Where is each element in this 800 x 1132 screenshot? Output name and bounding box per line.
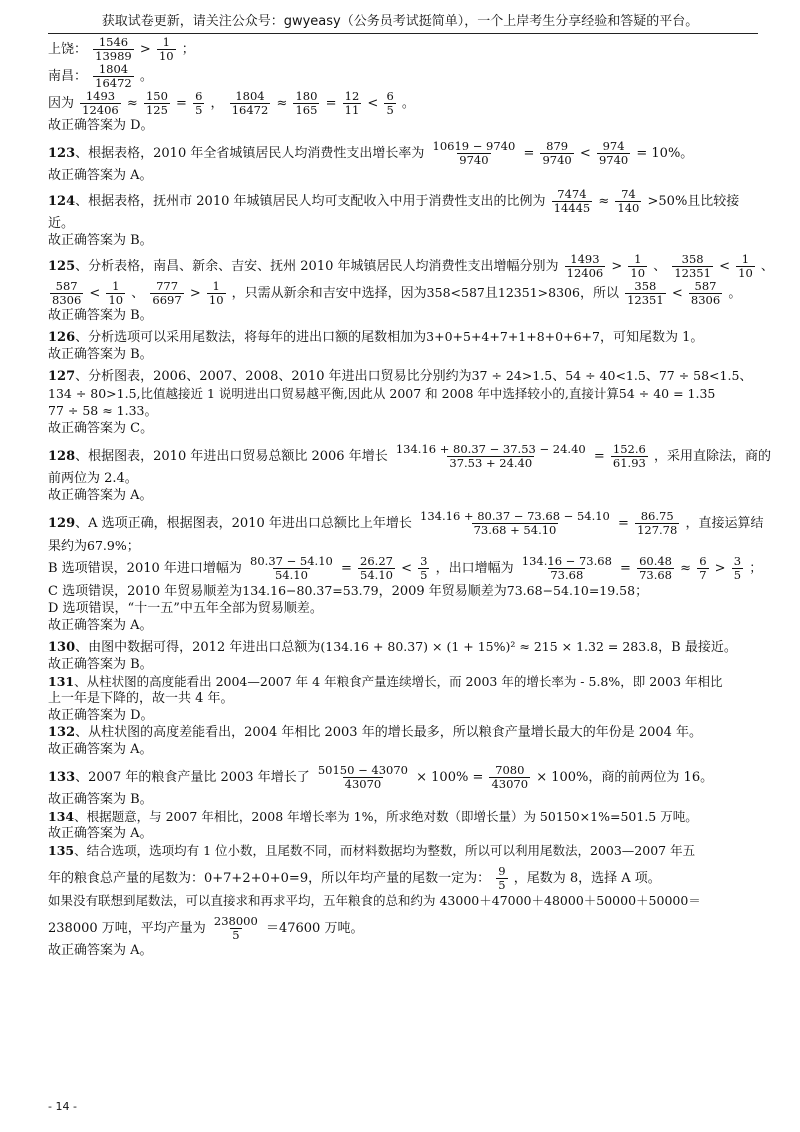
operator: = (340, 561, 352, 576)
fraction (418, 510, 612, 537)
fraction (106, 280, 125, 307)
punctuation: 、 (552, 369, 566, 384)
denominator: 73.68 (550, 568, 584, 582)
text: 因为 (48, 96, 75, 111)
fraction (625, 280, 666, 307)
punctuation: 、 (653, 259, 667, 274)
answer-line: 故正确答案为 A。 (48, 618, 153, 633)
numerator: 60.48 (639, 554, 673, 568)
numerator: 3 (733, 554, 742, 568)
denominator: 54.10 (274, 568, 308, 582)
answer-line: 故正确答案为 B。 (48, 347, 153, 362)
operator: = (620, 561, 631, 576)
question-127-line3 (48, 402, 763, 420)
fraction (552, 188, 593, 215)
fraction (157, 36, 176, 63)
fraction (597, 140, 630, 167)
option-d-line: D 选项错误，“十一五”中五年全部为贸易顺差。 (48, 601, 323, 616)
denominator: 9740 (542, 153, 572, 167)
numerator: 134.16 − 73.68 (521, 554, 612, 568)
numerator: 1 (112, 279, 120, 293)
denominator: 43070 (344, 777, 382, 791)
fraction (394, 443, 588, 470)
fraction (736, 253, 755, 280)
operator: = (618, 516, 629, 531)
numerator: 80.37 − 54.10 (250, 554, 333, 568)
denominator: 11 (344, 103, 360, 117)
fraction (93, 36, 134, 63)
fraction (150, 280, 183, 307)
denominator: 5 (498, 878, 506, 892)
answer-line: 故正确答案为 A。 (48, 826, 153, 841)
math-expression: 54 ÷ 40<1.5 (565, 368, 646, 383)
question-text: 、分析表格，南昌、新余、吉安、抚州 2010 年城镇居民人均消费性支出增幅分别为 (75, 259, 559, 274)
denominator: 12351 (674, 266, 711, 280)
fraction (496, 865, 507, 892)
question-number: 131 (48, 674, 75, 689)
fraction (637, 555, 674, 582)
question-127 (48, 367, 763, 385)
text: B 选项错误，2010 年进口增幅为 (48, 561, 242, 576)
denominator: 6697 (152, 293, 182, 307)
text: ，只需从新余和吉安中选择，因为 (231, 286, 427, 301)
option-b-line (48, 555, 763, 582)
math-expression: 12351>8306 (497, 285, 580, 300)
question-number: 135 (48, 843, 75, 858)
denominator: 140 (617, 201, 640, 215)
numerator: 1804 (98, 62, 129, 76)
denominator: 9740 (598, 153, 629, 167)
operator: > (611, 259, 623, 274)
fraction (697, 555, 708, 582)
numerator: 9 (498, 864, 506, 878)
question-number: 133 (48, 770, 76, 785)
numerator: 150 (145, 89, 168, 103)
answer-line: 故正确答案为 A。 (48, 488, 153, 503)
text: 果约为 (48, 539, 88, 554)
fraction (343, 90, 362, 117)
operator: < (719, 259, 730, 274)
numerator: 1804 (235, 89, 265, 103)
answer-line: 故正确答案为 B。 (48, 233, 153, 248)
text: ＝47600 万吨。 (265, 921, 364, 936)
operator: < (401, 561, 413, 576)
operator: = (523, 146, 535, 161)
fraction (431, 140, 518, 167)
page-header: 获取试卷更新，请关注公众号：gwyeasy（公务员考试挺简单），一个上岸考生分享经验和答疑的平台。 (101, 14, 699, 29)
denominator: 10 (208, 293, 224, 307)
numerator: 6 (195, 89, 203, 103)
text: ，直接运算结 (685, 516, 764, 531)
operator: > (189, 286, 201, 301)
text: ,比值越接近 1 说明进出口贸易越平衡,因此从 2007 和 2008 年中选择较小的,直接计算 (136, 386, 619, 401)
question-135-line3: 如果没有联想到尾数法，可以直接求和再求平均，五年粮食的总和约为 43000＋47000＋48000＋50000＋50000＝ (48, 893, 701, 908)
text: 238000 万吨，平均产量为 (48, 921, 206, 936)
punctuation: 。 (728, 286, 742, 301)
fraction (520, 555, 614, 582)
operator: ≈ (680, 561, 692, 576)
question-text: 、由图中数据可得，2012 年进出口总额为 (75, 640, 321, 655)
text: ，所以 (579, 286, 619, 301)
numerator: 1 (212, 279, 220, 293)
fraction (418, 555, 429, 582)
denominator: 37.53 + 24.40 (449, 456, 533, 470)
header-divider (48, 33, 758, 34)
denominator: 9740 (459, 153, 489, 167)
punctuation: ； (749, 561, 763, 576)
numerator: 26.27 (360, 554, 393, 568)
denominator: 54.10 (360, 568, 393, 582)
shangrao-label: 上饶： (48, 42, 88, 57)
text-line: 前两位为 2.4。 (48, 471, 138, 486)
punctuation: 、 (645, 369, 659, 384)
text: 年的粮食总产量的尾数为：0+7+2+0+0=9，所以年均产量的尾数一定为： (48, 871, 491, 886)
operator: < (579, 146, 591, 161)
numerator: 3 (420, 554, 428, 568)
fraction (293, 90, 319, 117)
question-text: 、根据图表，2010 年进出口贸易总额比 2006 年增长 (75, 449, 388, 464)
fraction (732, 555, 743, 582)
fraction (50, 280, 83, 307)
text: = 10%。 (636, 146, 694, 161)
math-expression: 134.16−80.37=53.79 (242, 583, 379, 598)
question-number: 130 (48, 640, 76, 655)
numerator: 1 (634, 252, 642, 266)
punctuation: ； (126, 539, 140, 554)
question-text: 、结合选项，选项均有 1 位小数，且尾数不同，而材料数据均为整数，所以可以利用尾数法，2003—2007 年五 (74, 843, 696, 858)
question-text: 、根据题意，与 2007 年相比，2008 年增长率为 1%，所求绝对数（即增长量）为 50150×1%=501.5 万吨。 (74, 809, 698, 824)
operator: = (593, 449, 605, 464)
text: ，出口增幅为 (435, 561, 514, 576)
numerator: 6 (386, 89, 394, 103)
numerator: 587 (694, 279, 717, 293)
math-expression: 54 ÷ 40 = 1.35 (618, 386, 716, 401)
question-number: 127 (48, 369, 76, 384)
denominator: 10 (158, 49, 174, 63)
operator: = (176, 96, 187, 111)
denominator: 14445 (553, 201, 591, 215)
punctuation: 、 (131, 286, 145, 301)
denominator: 10 (630, 266, 646, 280)
question-number: 126 (48, 330, 76, 345)
math-expression: 358<587 (426, 285, 485, 300)
punctuation: ； (181, 42, 195, 57)
question-number: 132 (48, 725, 76, 740)
operator: ≈ (598, 194, 610, 209)
numerator: 587 (55, 279, 78, 293)
math-expression: 37 ÷ 24>1.5 (471, 368, 553, 383)
denominator: 13989 (95, 49, 132, 63)
numerator: 7080 (495, 763, 525, 777)
numerator: 86.75 (640, 509, 674, 523)
numerator: 10619 − 9740 (432, 139, 516, 153)
shangrao-line (48, 36, 763, 63)
fraction (80, 90, 121, 117)
question-text: 、根据表格，2010 年全省城镇居民人均消费性支出增长率为 (75, 146, 425, 161)
punctuation: ； (635, 584, 649, 599)
punctuation: 。 (401, 96, 415, 111)
fraction (611, 443, 648, 470)
answer-line: 故正确答案为 B。 (48, 792, 153, 807)
question-124 (48, 188, 763, 215)
punctuation: 。 (139, 69, 153, 84)
question-number: 128 (48, 449, 76, 464)
question-129 (48, 510, 763, 537)
math-expression: 73.68−54.10=19.58 (506, 583, 636, 598)
option-c-line (48, 582, 763, 600)
answer-line: 故正确答案为 D。 (48, 118, 154, 133)
numerator: 180 (295, 89, 318, 103)
denominator: 127.78 (637, 523, 678, 537)
fraction (193, 90, 204, 117)
question-text: 、2007 年的粮食产量比 2003 年增长了 (75, 770, 310, 785)
numerator: 12 (344, 89, 360, 103)
fraction (489, 764, 530, 791)
numerator: 50150 − 43070 (317, 763, 408, 777)
fraction (672, 253, 713, 280)
text: ，可知尾数为 1。 (599, 330, 704, 345)
fraction (212, 915, 260, 942)
question-text: 、从柱状图的高度能看出 2004—2007 年 4 年粮食产量连续增长，而 2003 年的增长率为 - 5.8%，即 2003 年相比 (74, 674, 723, 689)
denominator: 61.93 (612, 456, 646, 470)
numerator: 1493 (85, 89, 116, 103)
question-text: 、根据表格，抚州市 2010 年城镇居民人均可支配收入中用于消费性支出的比例为 (75, 194, 546, 209)
numerator: 358 (681, 252, 704, 266)
fraction (207, 280, 226, 307)
answer-line: 故正确答案为 B。 (48, 308, 153, 323)
math-expression: 67.9% (87, 538, 127, 553)
numerator: 152.6 (612, 442, 646, 456)
numerator: 1493 (570, 252, 600, 266)
math-expression: 77 ÷ 58 ≈ 1.33 (48, 403, 145, 418)
operator: > (714, 561, 726, 576)
fraction (358, 555, 395, 582)
numerator: 134.16 + 80.37 − 73.68 − 54.10 (420, 509, 610, 523)
denominator: 12406 (566, 266, 604, 280)
text: ，商的前两位为 16。 (588, 770, 714, 785)
because-line (48, 90, 763, 117)
question-text: 、从柱状图的高度差能看出，2004 年相比 2003 年的增长最多，所以粮食产量增长最大的年份是 2004 年。 (75, 725, 703, 740)
denominator: 5 (733, 568, 742, 582)
fraction (93, 63, 134, 90)
text: ，B 最接近。 (658, 640, 737, 655)
question-134 (48, 808, 763, 825)
answer-line: 故正确答案为 B。 (48, 657, 153, 672)
fraction (635, 510, 679, 537)
punctuation: 、 (760, 259, 774, 274)
denominator: 16472 (231, 103, 269, 117)
question-135-line4 (48, 915, 763, 942)
nanchang-label: 南昌： (48, 69, 88, 84)
text: ，尾数为 8，选择 A 项。 (513, 871, 661, 886)
question-127-line2 (48, 385, 763, 402)
text: ，2009 年贸易顺差为 (378, 584, 507, 599)
denominator: 8306 (52, 293, 82, 307)
text: C 选项错误，2010 年贸易顺差为 (48, 584, 243, 599)
question-125-line2 (48, 280, 763, 307)
page-number: - 14 - (48, 1100, 77, 1113)
fraction (540, 140, 573, 167)
operator: < (367, 96, 379, 111)
question-130 (48, 638, 763, 656)
denominator: 73.68 (639, 568, 673, 582)
numerator: 1546 (98, 35, 129, 49)
question-text: 、分析选项可以采用尾数法，将每年的进出口额的尾数相加为 (75, 330, 427, 345)
question-132 (48, 724, 763, 741)
fraction (248, 555, 335, 582)
text-line: 上一年是下降的，故一共 4 年。 (48, 691, 234, 706)
numerator: 1 (162, 35, 170, 49)
question-135-line2 (48, 865, 763, 892)
operator: × 100% = (416, 770, 484, 785)
denominator: 73.68 + 54.10 (473, 523, 557, 537)
question-number: 123 (48, 146, 76, 161)
math-expression: (134.16 + 80.37) × (1 + 15%)² ≈ 215 × 1.32 = 283.8 (320, 639, 659, 654)
math-expression: 3+0+5+4+7+1+8+0+6+7 (426, 329, 600, 344)
punctuation: 、 (739, 369, 753, 384)
question-133 (48, 764, 763, 791)
question-131 (48, 673, 763, 690)
fraction (384, 90, 395, 117)
fraction (628, 253, 647, 280)
fraction (565, 253, 606, 280)
fraction (230, 90, 271, 117)
operator: > (139, 42, 151, 57)
operator: × 100% (536, 770, 589, 785)
answer-line: 故正确答案为 C。 (48, 421, 154, 436)
question-text: 、A 选项正确，根据图表，2010 年进出口总额比上年增长 (75, 516, 412, 531)
text: ，采用直除法，商的 (653, 449, 771, 464)
question-number: 129 (48, 516, 76, 531)
denominator: 10 (108, 293, 124, 307)
denominator: 8306 (690, 293, 721, 307)
numerator: 134.16 + 80.37 − 37.53 − 24.40 (395, 442, 586, 456)
operator: < (89, 286, 101, 301)
numerator: 358 (634, 279, 657, 293)
numerator: 7474 (557, 187, 587, 201)
question-126 (48, 328, 763, 346)
answer-line: 故正确答案为 A。 (48, 943, 153, 958)
punctuation: ， (210, 96, 224, 111)
question-number: 134 (48, 809, 75, 824)
numerator: 238000 (213, 914, 258, 928)
denominator: 12351 (627, 293, 664, 307)
denominator: 16472 (95, 76, 132, 90)
operator: < (671, 286, 683, 301)
answer-line: 故正确答案为 D。 (48, 708, 154, 723)
operator: ≈ (276, 96, 288, 111)
numerator: 6 (699, 554, 707, 568)
numerator: 1 (741, 252, 750, 266)
denominator: 5 (232, 928, 240, 942)
question-128 (48, 442, 771, 470)
question-129-line2 (48, 537, 763, 555)
denominator: 165 (295, 103, 318, 117)
numerator: 974 (602, 139, 625, 153)
denominator: 125 (145, 103, 168, 117)
numerator: 777 (156, 279, 179, 293)
punctuation: 。 (144, 404, 158, 419)
denominator: 5 (420, 568, 428, 582)
question-123 (48, 140, 763, 167)
document-body (48, 35, 774, 959)
question-text: 、分析图表，2006、2007、2008、2010 年进出口贸易比分别约为 (75, 369, 472, 384)
numerator: 74 (621, 187, 636, 201)
numerator: 879 (546, 139, 569, 153)
denominator: 12406 (82, 103, 119, 117)
question-125 (48, 252, 774, 280)
denominator: 7 (699, 568, 707, 582)
text-line: 近。 (48, 216, 75, 231)
nanchang-line (48, 63, 763, 90)
answer-line: 故正确答案为 A。 (48, 742, 153, 757)
denominator: 10 (738, 266, 753, 280)
answer-line: 故正确答案为 A。 (48, 168, 153, 183)
fraction (144, 90, 170, 117)
math-expression: 134 ÷ 80>1.5 (48, 386, 137, 401)
text: 且 (484, 286, 498, 301)
operator: = (325, 96, 337, 111)
fraction (689, 280, 722, 307)
denominator: 5 (195, 103, 203, 117)
fraction (615, 188, 641, 215)
text: >50%且比较接 (647, 194, 740, 209)
denominator: 43070 (491, 777, 529, 791)
fraction (316, 764, 410, 791)
question-135 (48, 842, 763, 859)
operator: ≈ (126, 96, 138, 111)
math-expression: 77 ÷ 58<1.5 (658, 368, 740, 383)
question-number: 125 (48, 259, 76, 274)
question-number: 124 (48, 194, 76, 209)
denominator: 5 (386, 103, 394, 117)
